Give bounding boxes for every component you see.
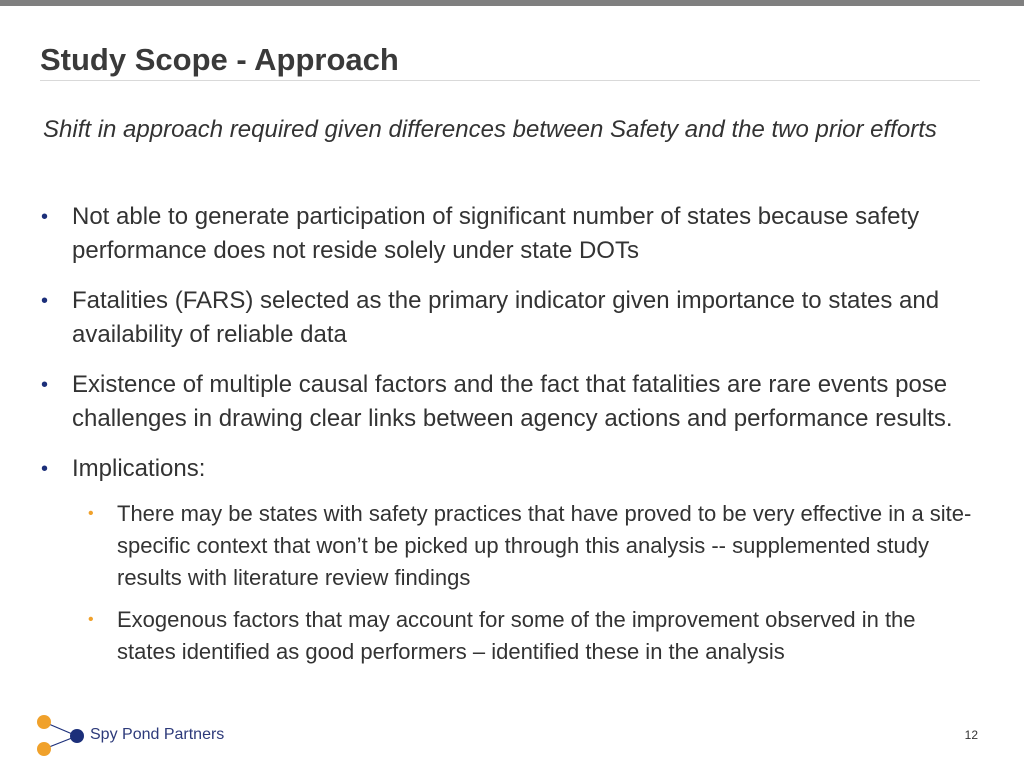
bullet-item-implications <box>40 452 975 668</box>
title-divider <box>40 80 980 81</box>
bullet-icon: • <box>41 458 49 480</box>
sub-bullet-icon: • <box>88 505 94 522</box>
page-number: 12 <box>964 728 978 742</box>
bullet-text: Fatalities (FARS) selected as the primary indicator given importance to states and availability of reliable data <box>72 287 940 348</box>
sub-bullet-icon: • <box>88 611 94 628</box>
bullet-list <box>40 200 975 684</box>
bullet-text: Implications: <box>72 455 206 482</box>
sub-bullet-item <box>72 604 975 668</box>
bullet-text: Existence of multiple causal factors and the fact that fatalities are rare events pose challenges in drawing clear links between agency actions and performance results. <box>72 371 953 432</box>
sub-bullet-text: Exogenous factors that may account for some of the improvement observed in the states identified as good performers – identified these in the analysis <box>117 607 916 664</box>
spy-pond-partners-logo-icon <box>34 710 94 762</box>
footer-brand: Spy Pond Partners <box>90 726 225 743</box>
top-accent-bar <box>0 0 1024 6</box>
bullet-item <box>40 200 975 268</box>
slide-title: Study Scope - Approach <box>40 42 399 77</box>
bullet-icon: • <box>41 374 49 396</box>
bullet-text: Not able to generate participation of significant number of states because safety performance does not reside solely under state DOTs <box>72 203 920 264</box>
sub-bullet-text: There may be states with safety practices that have proved to be very effective in a site-specific context that won’t be picked up through this analysis -- supplemented study results with literature review findings <box>117 501 972 590</box>
bullet-icon: • <box>41 290 49 312</box>
bullet-icon: • <box>41 206 49 228</box>
sub-bullet-list <box>72 498 975 668</box>
bullet-item <box>40 284 975 352</box>
slide-subtitle: Shift in approach required given differences between Safety and the two prior efforts <box>43 116 937 143</box>
sub-bullet-item <box>72 498 975 594</box>
bullet-item <box>40 368 975 436</box>
